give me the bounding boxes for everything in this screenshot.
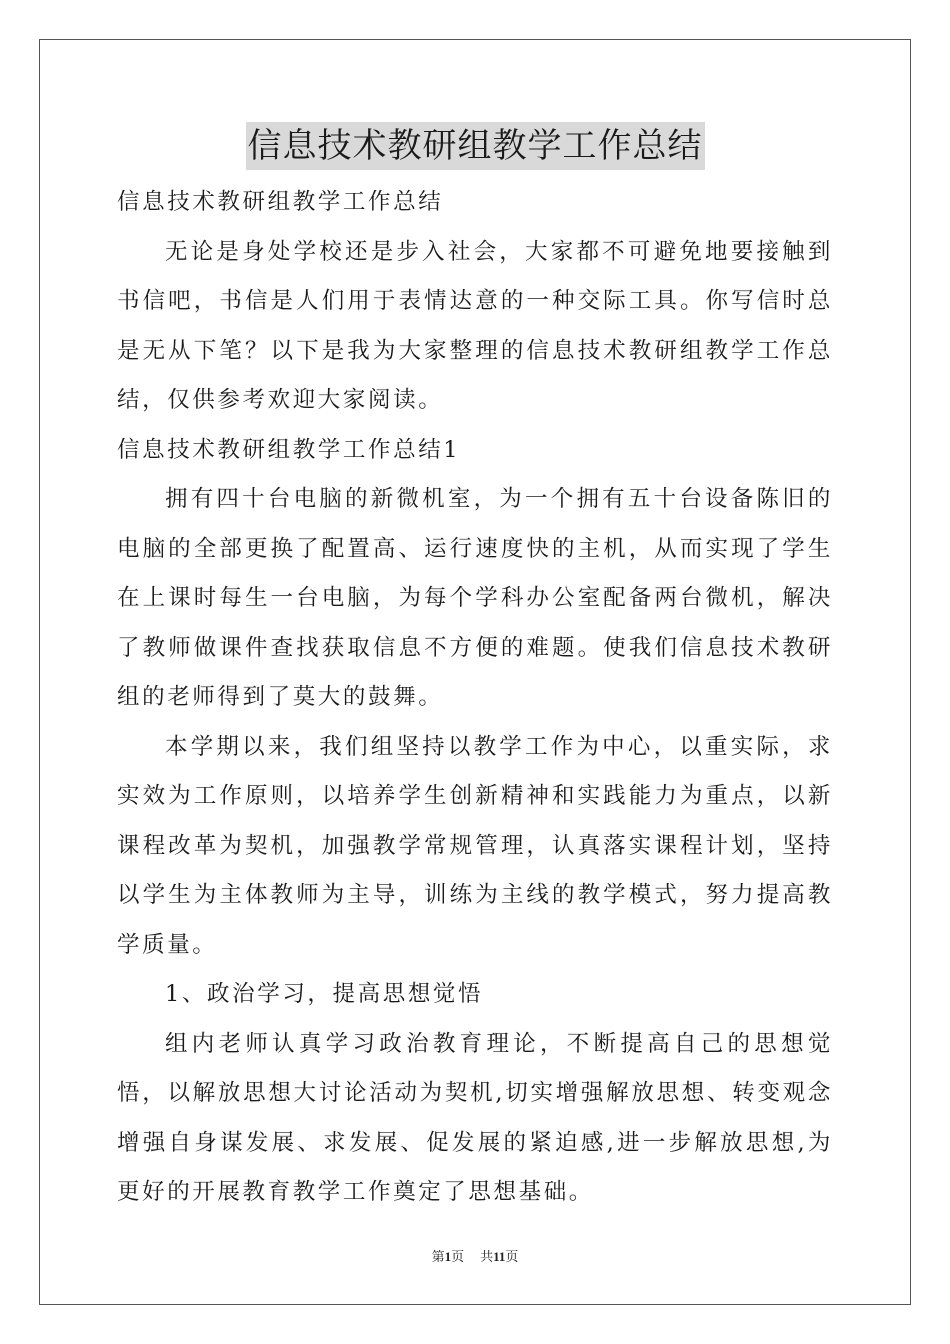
document-body [117,178,833,1218]
document-title [0,122,950,170]
page-footer [0,1247,950,1267]
body-paragraph-semester: 本学期以来，我们组坚持以教学工作为中心，以重实际，求实效为工作原则，以培养学生创新精神和实践能力为重点，以新课程改革为契机，加强教学常规管理，认真落实课程计划，坚持以学生为主体教师为主导，训练为主线的教学模式，努力提高教学质量。 [117,733,833,958]
total-prefix: 共 [480,1249,494,1264]
subtitle-paragraph: 信息技术教研组教学工作总结 [117,189,444,215]
page-prefix: 第 [431,1249,445,1264]
intro-paragraph: 无论是身处学校还是步入社会，大家都不可避免地要接触到书信吧，书信是人们用于表情达意的一种交际工具。你写信时总是无从下笔？以下是我为大家整理的信息技术教研组教学工作总结，仅供参考欢迎大家阅读。 [117,238,833,413]
section-heading-1: 信息技术教研组教学工作总结1 [117,436,461,463]
current-page-number: 1 [444,1249,452,1264]
total-page-count: 11 [493,1249,506,1264]
list-heading-political-study: 1、政治学习，提高思想觉悟 [165,981,484,1007]
document-title-text: 信息技术教研组教学工作总结 [246,122,705,170]
body-paragraph-computer-room: 拥有四十台电脑的新微机室，为一个拥有五十台设备陈旧的电脑的全部更换了配置高、运行速度快的主机，从而实现了学生在上课时每生一台电脑，为每个学科办公室配备两台微机，解决了教师做课件查找获取信息不方便的难题。使我们信息技术教研组的老师得到了莫大的鼓舞。 [117,486,833,710]
page-suffix: 页 [451,1249,465,1264]
body-paragraph-political-study: 组内老师认真学习政治教育理论，不断提高自己的思想觉悟，以解放思想大讨论活动为契机,切实增强解放思想、转变观念增强自身谋发展、求发展、促发展的紧迫感,进一步解放思想,为更好的开展教育教学工作奠定了思想基础。 [117,1030,833,1205]
total-suffix: 页 [505,1249,519,1264]
